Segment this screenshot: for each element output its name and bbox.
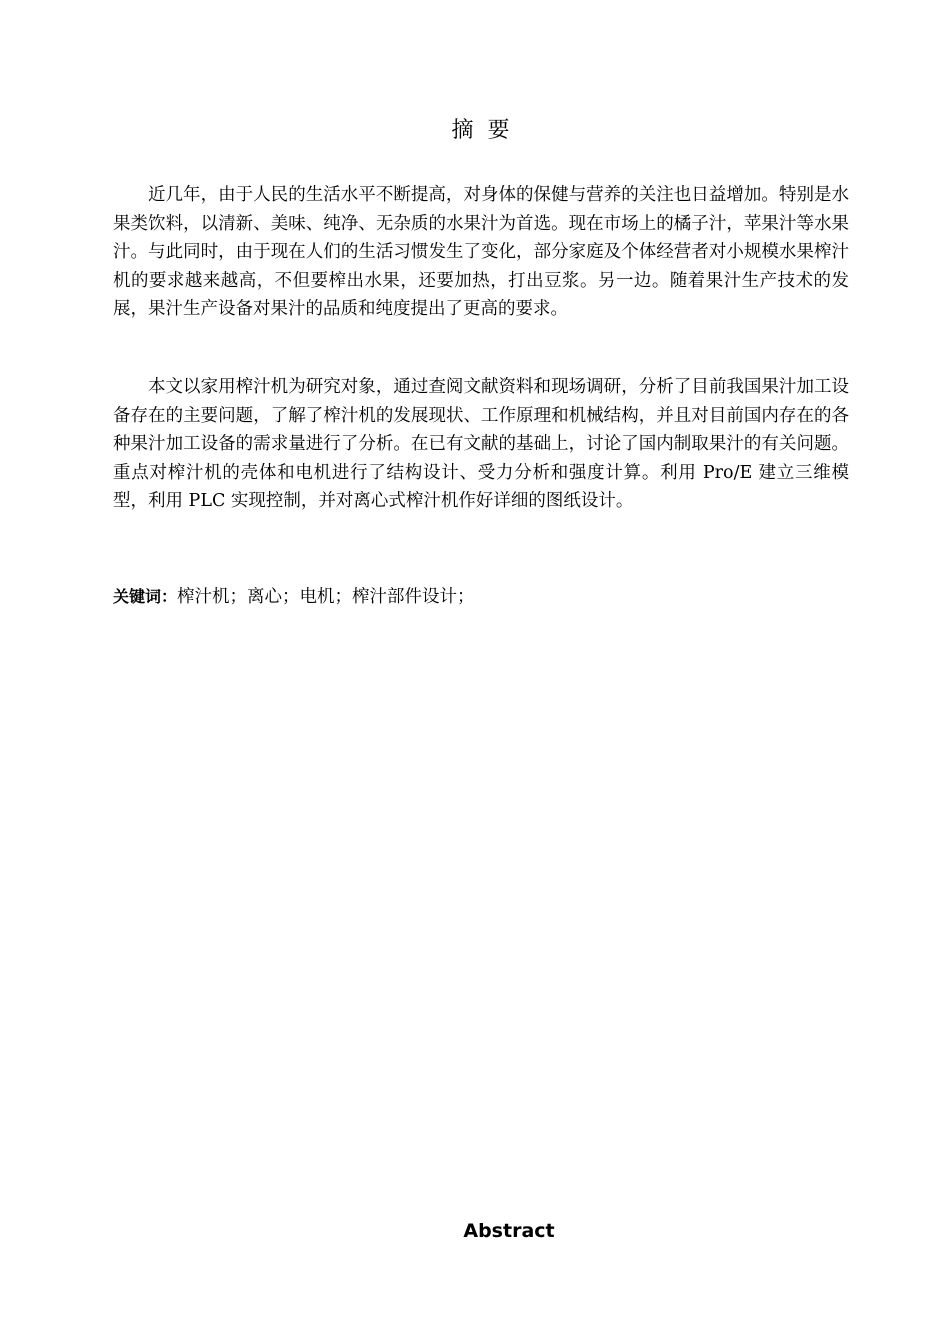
- keywords-label: 关键词：: [113, 587, 178, 606]
- abstract-paragraph-1: 近几年，由于人民的生活水平不断提高，对身体的保健与营养的关注也日益增加。特别是水果类饮料，以清新、美味、纯净、无杂质的水果汁为首选。现在市场上的橘子汁，苹果汁等水果汁。与此同时，由于现在人们的生活习惯发生了变化，部分家庭及个体经营者对小规模水果榨汁机的要求越来越高，不但要榨出水果，还要加热，打出豆浆。另一边。随着果汁生产技术的发展，果汁生产设备对果汁的品质和纯度提出了更高的要求。: [113, 185, 849, 319]
- abstract-title-chinese: 摘要: [451, 118, 524, 143]
- abstract-paragraph-2: 本文以家用榨汁机为研究对象，通过查阅文献资料和现场调研，分析了目前我国果汁加工设备存在的主要问题，了解了榨汁机的发展现状、工作原理和机械结构，并且对目前国内存在的各种果汁加工设备的需求量进行了分析。在已有文献的基础上，讨论了国内制取果汁的有关问题。重点对榨汁机的壳体和电机进行了结构设计、受力分析和强度计算。利用 Pro/E 建立三维模型，利用 PLC 实现控制，并对离心式榨汁机作好详细的图纸设计。: [113, 377, 849, 511]
- keywords-text: 榨汁机；离心；电机；榨汁部件设计；: [177, 587, 475, 607]
- keywords-line: [113, 583, 849, 611]
- abstract-title-english: Abstract: [463, 1220, 555, 1242]
